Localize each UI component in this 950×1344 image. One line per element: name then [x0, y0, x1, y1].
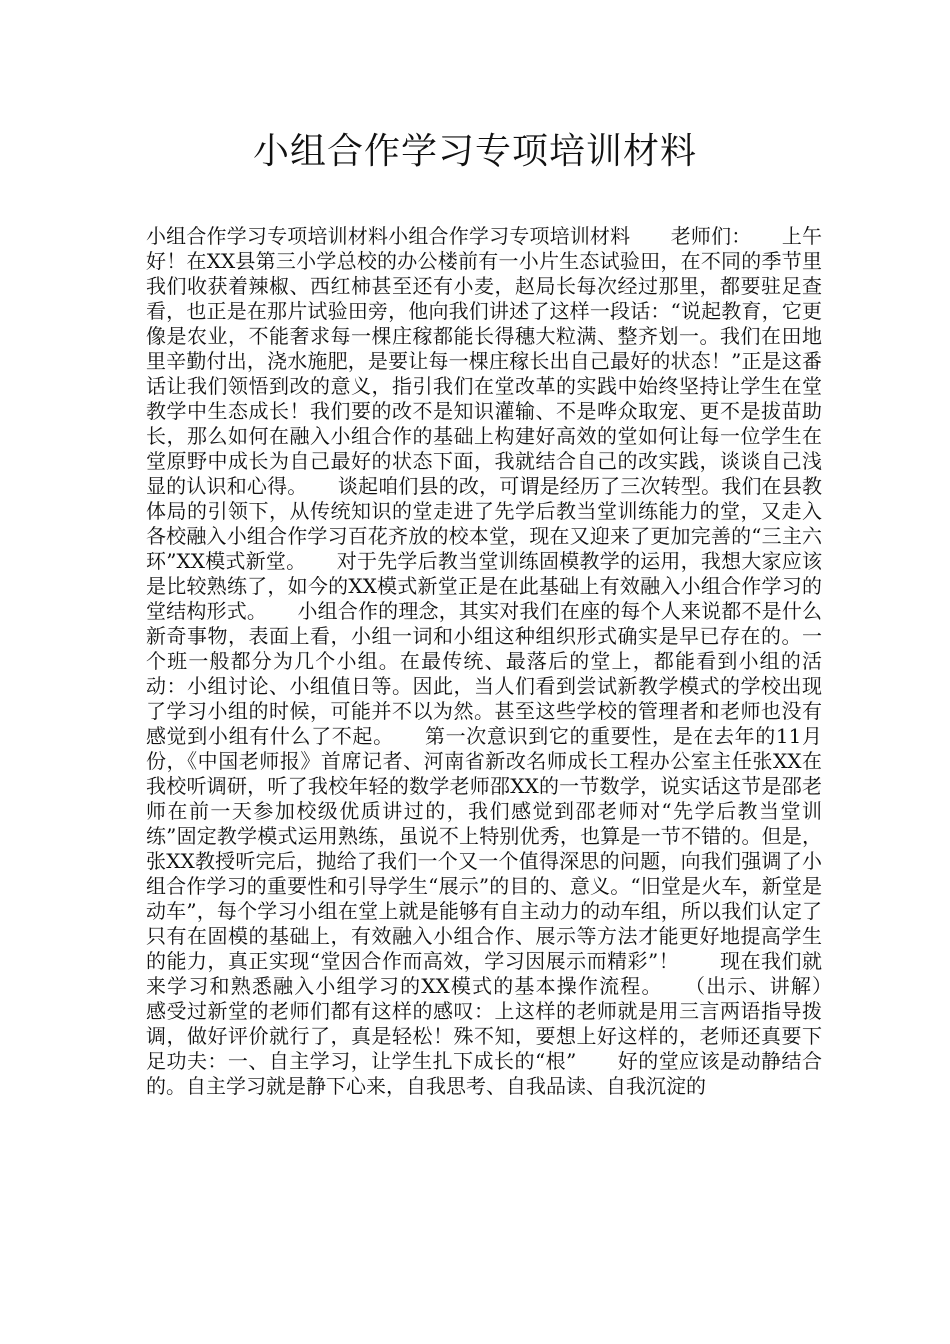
document-body-text: 小组合作学习专项培训材料小组合作学习专项培训材料 老师们： 上午好！在XX县第三小学总校的办公楼前有一小片生态试验田，在不同的季节里我们收获着辣椒、西红柿甚至还有小麦，赵局长每次经过那里，都要驻足查看，也正是在那片试验田旁，他向我们讲述了这样一段话：“说起教育，它更像是农业，不能奢求每一棵庄稼都能长得穗大粒满、整齐划一。我们在田地里辛勤付出，浇水施肥，是要让每一棵庄稼长出自己最好的状态！”正是这番话让我们领悟到改的意义，指引我们在堂改革的实践中始终坚持让学生在堂教学中生态成长！我们要的改不是知识灌输、不是哗众取宠、更不是拔苗助长，那么如何在融入小组合作的基础上构建好高效的堂如何让每一位学生在堂原野中成长为自己最好的状态下面，我就结合自己的改实践，谈谈自己浅显的认识和心得。 谈起咱们县的改，可谓是经历了三次转型。我们在县教体局的引领下，从传统知识的堂走进了先学后教当堂训练能力的堂，又走入各校融入小组合作学习百花齐放的校本堂，现在又迎来了更加完善的“三主六环”XX模式新堂。 对于先学后教当堂训练固模教学的运用，我想大家应该是比较熟练了，如今的XX模式新堂正是在此基础上有效融入小组合作学习的堂结构形式。 小组合作的理念，其实对我们在座的每个人来说都不是什么新奇事物，表面上看，小组一词和小组这种组织形式确实是早已存在的。一个班一般都分为几个小组。在最传统、最落后的堂上，都能看到小组的活动：小组讨论、小组值日等。因此，当人们看到尝试新教学模式的学校出现了学习小组的时候，可能并不以为然。甚至这些学校的管理者和老师也没有感觉到小组有什么了不起。 第一次意识到它的重要性，是在去年的11月份，《中国老师报》首席记者、河南省新改名师成长工程办公室主任张XX在我校听调研，听了我校年轻的数学老师邵XX的一节数学，说实话这节是邵老师在前一天参加校级优质讲过的，我们感觉到邵老师对“先学后教当堂训练”固定教学模式运用熟练，虽说不上特别优秀，也算是一节不错的。但是，张XX教授听完后，抛给了我们一个又一个值得深思的问题，向我们强调了小组合作学习的重要性和引导学生“展示”的目的、意义。“旧堂是火车，新堂是动车”，每个学习小组在堂上就是能够有自主动力的动车组，所以我们认定了只有在固模的基础上，有效融入小组合作、展示等方法才能更好地提高学生的能力，真正实现“堂因合作而高效，学习因展示而精彩”！ 现在我们就来学习和熟悉融入小组学习的XX模式的基本操作流程。 （出示、讲解） 感受过新堂的老师们都有这样的感叹：上这样的老师就是用三言两语指导拨调，做好评价就行了，真是轻松！殊不知，要想上好这样的，老师还真要下足功夫：一、自主学习，让学生扎下成长的“根” 好的堂应该是动静结合的。自主学习就是静下心来，自我思考、自我品读、自我沉淀的 — [146, 224, 862, 1098]
document-title: 小组合作学习专项培训材料 — [252, 131, 697, 172]
